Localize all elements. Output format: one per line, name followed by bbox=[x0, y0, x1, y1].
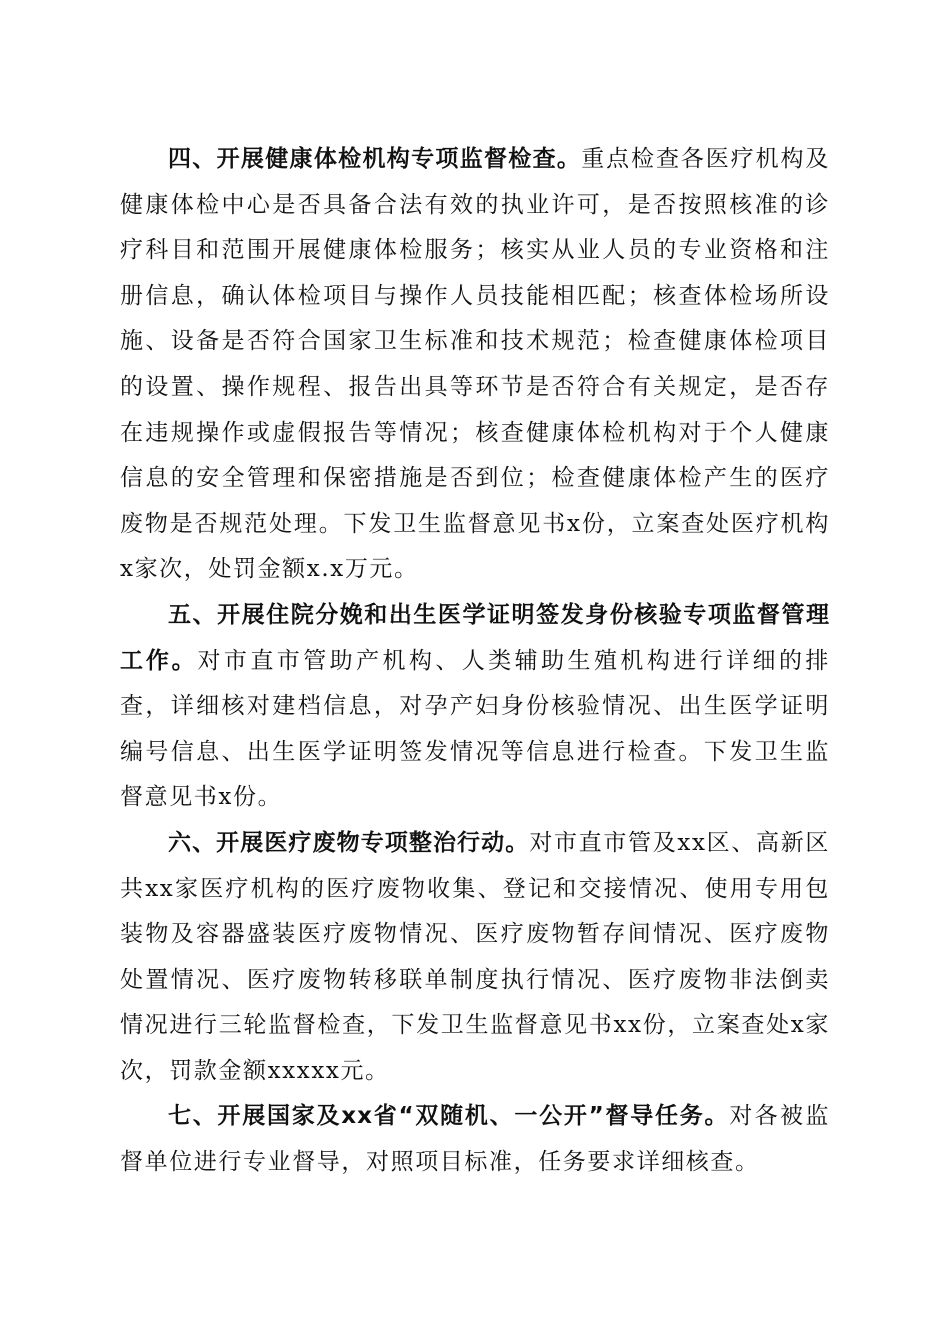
section-five-heading: 五、开展住院分娩和出生医学证明签发身份核验专项监督管理工作。 bbox=[120, 601, 830, 674]
section-four-heading: 四、开展健康体检机构专项监督检查。 bbox=[168, 146, 582, 172]
section-five-body: 对市直市管助产机构、人类辅助生殖机构进行详细的排查，详细核对建档信息，对孕产妇身份核验情况、出生医学证明编号信息、出生医学证明签发情况等信息进行检查。下发卫生监督意见书x份。 bbox=[120, 647, 831, 811]
section-four-paragraph bbox=[120, 137, 830, 593]
section-six-heading: 六、开展医疗废物专项整治行动。 bbox=[168, 829, 530, 856]
section-five-paragraph bbox=[120, 593, 830, 821]
section-seven-paragraph bbox=[120, 1094, 830, 1185]
section-six-body: 对市直市管及xx区、高新区共xx家医疗机构的医疗废物收集、登记和交接情况、使用专用包装物及容器盛装医疗废物情况、医疗废物暂存间情况、医疗废物处置情况、医疗废物转移联单制度执行情况、医疗废物非法倒卖情况进行三轮监督检查，下发卫生监督意见书xx份，立案查处x家次，罚款金额xxxxx元。 bbox=[120, 829, 831, 1084]
section-four-body: 重点检查各医疗机构及健康体检中心是否具备合法有效的执业许可，是否按照核准的诊疗科目和范围开展健康体检服务；核实从业人员的专业资格和注册信息，确认体检项目与操作人员技能相匹配；核查体检场所设施、设备是否符合国家卫生标准和技术规范；检查健康体检项目的设置、操作规程、报告出具等环节是否符合有关规定，是否存在违规操作或虚假报告等情况；核查健康体检机构对于个人健康信息的安全管理和保密措施是否到位；检查健康体检产生的医疗废物是否规范处理。下发卫生监督意见书x份，立案查处医疗机构x家次，处罚金额x.x万元。 bbox=[120, 146, 831, 583]
section-seven-body: 对各被监督单位进行专业督导，对照项目标准，任务要求详细核查。 bbox=[120, 1103, 830, 1176]
document-page bbox=[120, 137, 830, 1186]
section-six-paragraph bbox=[120, 821, 830, 1095]
section-seven-heading: 七、开展国家及xx省“双随机、一公开”督导任务。 bbox=[168, 1103, 730, 1130]
